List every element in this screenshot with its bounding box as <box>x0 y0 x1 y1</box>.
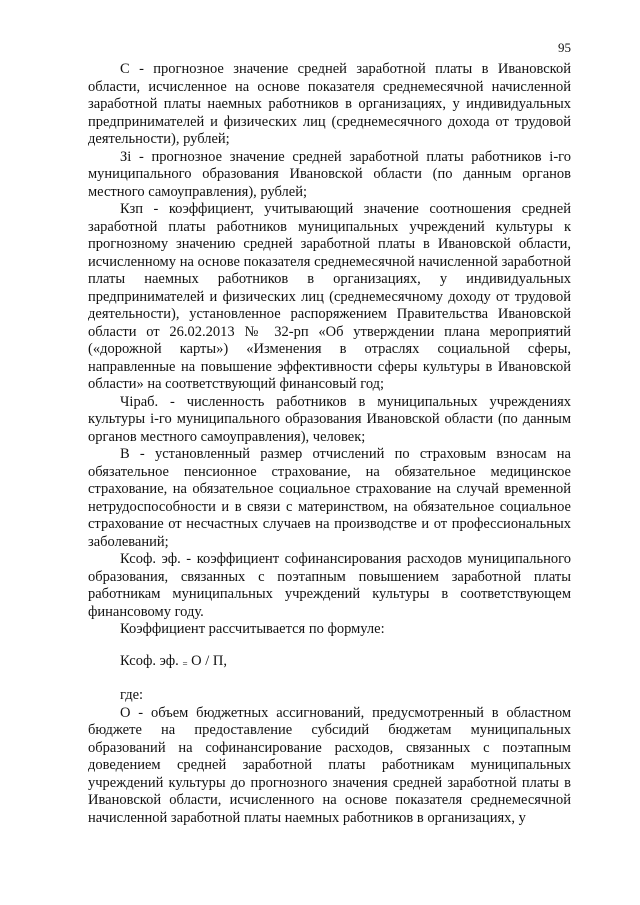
definition-v: В - установленный размер отчислений по страховым взносам на обязательное пенсионное страхование, на обязательное медицинское страхование, на обязательное социальное страхование на случай временной нетрудоспособности и в связи с материнством, на обязательное социальное страхование от несчастных случаев на производстве и от профессиональных заболеваний; <box>88 446 571 550</box>
formula-equals: = <box>182 658 188 669</box>
definition-c: С - прогнозное значение средней заработной платы в Ивановской области, исчисленное на основе показателя среднемесячной начисленной заработной платы наемных работников в организациях, у индивидуальных предпринимателей и физических лиц (среднемесячного дохода от трудовой деятельности), рублей; <box>88 61 571 147</box>
formula-intro: Коэффициент рассчитывается по формуле: <box>120 621 385 637</box>
spacer <box>88 673 571 687</box>
definition-chirab: Чiраб. - численность работников в муниципальных учреждениях культуры i-го муниципального образования Ивановской области (по данным органов местного самоуправления), человек; <box>88 393 571 445</box>
page-number: 95 <box>558 40 571 55</box>
formula-line <box>88 653 571 674</box>
definition-kzp: Кзп - коэффициент, учитывающий значение соотношения средней заработной платы работников муниципальных учреждений культуры к прогнозному значению средней заработной платы в Ивановской области, исчисленному на основе показателя среднемесячной начисленной заработной платы наемных работников в организациях, у индивидуальных предпринимателей и физических лиц (среднемесячному доходу от трудовой деятельности), установленное распоряжением Правительства Ивановской области от 26.02.2013 № 32-рп «Об утверждении плана мероприятий («дорожной карты») «Изменения в отраслях социальной сферы, направленные на повышение эффективности сферы культуры в Ивановской области» на соответствующий финансовый год; <box>88 201 571 392</box>
definition-o: О - объем бюджетных ассигнований, предусмотренный в областном бюджете на предоставление субсидий бюджетам муниципальных образований на софинансирование расходов, связанных с поэтапным доведением средней заработной платы работникам муниципальных учреждений культуры до прогнозного значения средней заработной платы в Ивановской области, исчисленного на основе показателя среднемесячной начисленной заработной платы наемных работников в организациях, у <box>88 704 571 826</box>
where-label: где: <box>120 687 144 703</box>
document-body <box>88 61 571 827</box>
formula-right: О / П, <box>191 652 227 669</box>
formula-left: Ксоф. эф. <box>120 652 179 669</box>
definition-ksof: Ксоф. эф. - коэффициент софинансирования расходов муниципального образования, связанных с поэтапным повышением заработной платы работникам муниципальных учреждений культуры в соответствующем финансовому году. <box>88 551 571 620</box>
definition-zi: Зi - прогнозное значение средней заработной платы работников i-го муниципального образования Ивановской области (по данным органов местного самоуправления), рублей; <box>88 148 571 200</box>
spacer <box>88 639 571 653</box>
